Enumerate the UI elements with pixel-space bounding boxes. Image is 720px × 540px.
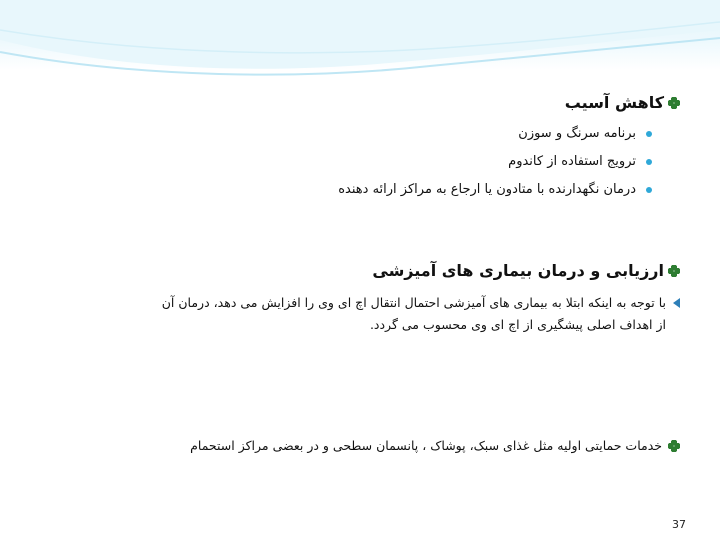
list-item (40, 148, 652, 176)
blue-dot-icon (646, 159, 652, 165)
blue-dot-icon (646, 187, 652, 193)
page-number: 37 (672, 518, 686, 531)
green-diamond-icon (668, 265, 680, 277)
list-item (40, 176, 652, 204)
section-heading-sti (40, 260, 680, 282)
list-item-text: ترویج استفاده از کاندوم (508, 154, 636, 169)
green-diamond-icon (668, 97, 680, 109)
section-harm-reduction (40, 92, 680, 204)
list-item-text: برنامه سرنگ و سوزن (518, 126, 636, 141)
list-item-text: درمان نگهدارنده با متادون یا ارجاع به مراکز ارائه دهنده (338, 182, 636, 197)
arrow-paragraph (40, 292, 680, 336)
paragraph-line-1: با توجه به اینکه ابتلا به بیماری های آمیزشی احتمال انتقال اچ ای وی را افزایش می دهد، درمان آن (161, 295, 666, 310)
section1-heading-text: کاهش آسیب (564, 93, 664, 112)
section-heading-harm-reduction (40, 92, 680, 114)
list-item (40, 120, 652, 148)
bullet-list (40, 120, 680, 204)
triangle-arrow-icon (673, 298, 680, 308)
paragraph-line-2: از اهداف اصلی پیشگیری از اچ ای وی محسوب می گردد. (369, 317, 666, 332)
section2-heading-text: ارزیابی و درمان بیماری های آمیزشی (372, 261, 664, 280)
blue-dot-icon (646, 131, 652, 137)
green-diamond-icon (668, 440, 680, 452)
support-services-item (190, 436, 680, 456)
section-sti-treatment (40, 260, 680, 336)
support-services-text: خدمات حمایتی اولیه مثل غذای سبک، پوشاک ، پانسمان سطحی و در بعضی مراکز استحمام (190, 438, 662, 453)
